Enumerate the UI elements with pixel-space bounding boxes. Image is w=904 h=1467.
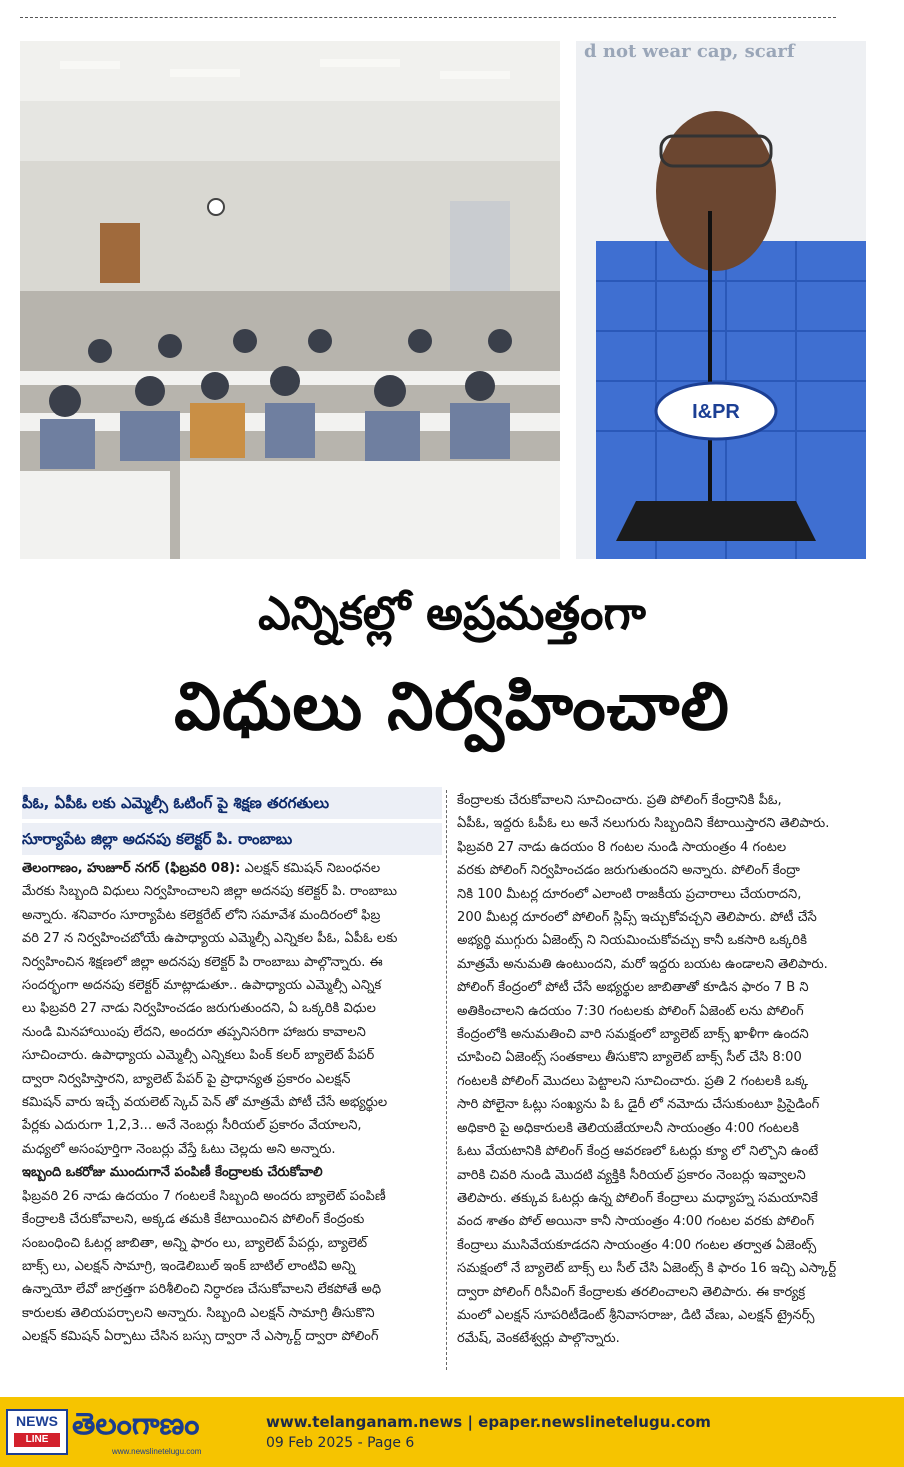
article-line: తెలిపారు. తక్కువ ఓటర్లు ఉన్న పోలింగ్ కేంద్రాలు మధ్యాహ్న సమయానికే xyxy=(457,1190,818,1206)
article-line: కేంద్రాలకి చేరుకోవాలని, అక్కడ తమకి కేటాయించిన పోలింగ్ కేంద్రంకు xyxy=(22,1212,365,1228)
footer-date-page: 09 Feb 2025 - Page 6 xyxy=(266,1435,415,1451)
article-line: సందర్భంగా అదనపు కలెక్టర్ మాట్లాడుతూ.. ఉపాధ్యాయ ఎమ్మెల్సీ ఎన్నిక xyxy=(22,978,382,994)
article-line: ఓటు వేయటానికి పోలింగ్ కేంద్ర ఆవరణలో ఓటర్లు క్యూ లో నిల్చొని ఉంటే xyxy=(457,1144,819,1160)
svg-text:d not wear cap, scarf: d not wear cap, scarf xyxy=(584,41,795,62)
subheading-collector: సూర్యాపేట జిల్లా అదనపు కలెక్టర్ పి. రాంబాబు xyxy=(22,823,442,855)
top-divider xyxy=(20,17,836,18)
article-line: నుండి మినహాయింపు లేదని, అందరూ తప్పనిసరిగా హాజరు కావాలని xyxy=(22,1024,366,1040)
newsline-logo-subtext: LINE xyxy=(14,1433,60,1447)
article-line: వంద శాతం పోల్ అయినా కానీ సాయంత్రం 4:00 గంటల వరకు పోలింగ్ xyxy=(457,1214,815,1230)
article-line: సూచించారు. ఉపాధ్యాయ ఎమ్మెల్సీ ఎన్నికలు పింక్ కలర్ బ్యాలెట్ పేపర్ xyxy=(22,1048,375,1064)
article-line: అధికారి పై అధికారులకి తెలియజేయాలనీ సాయంత్రం 4:00 గంటలకి xyxy=(457,1120,800,1136)
article-line: బాక్స్ లు, ఎలక్షన్ సామాగ్రి, ఇండెలిబుల్ ఇంక్ బాటిల్ లాంటివి అన్ని xyxy=(22,1258,356,1274)
article-line: నిర్వహించిన శిక్షణలో జిల్లా అదనపు కలెక్టర్ పి రాంబాబు పాల్గొన్నారు. ఈ xyxy=(22,954,383,970)
article-line: రమేష్, వెంకటేశ్వర్లు పాల్గొన్నారు. xyxy=(457,1331,620,1347)
article-line: ఏపీఓ, ఇద్దరు ఓపీఓ లు అనే నలుగురు సిబ్బందిని కేటాయిస్తారని తెలిపారు. xyxy=(457,816,830,832)
article-line: సారి పోలైనా ఓట్లు సంఖ్యను పి ఓ డైరీ లో నమోదు చేసుకుంటూ ప్రిసైడింగ్ xyxy=(457,1097,820,1113)
newsline-logo[interactable] xyxy=(6,1409,68,1455)
article-line: అభ్యర్థి ముగ్గురు ఏజెంట్స్ ని నియమించుకోవచ్చు కానీ ఒకసారి ఒక్కరికి xyxy=(457,933,807,949)
article-line: ఫిబ్రవరి 27 నాడు ఉదయం 8 గంటల నుండి సాయంత్రం 4 గంటల xyxy=(457,839,787,855)
article-left-column xyxy=(22,857,440,1349)
dateline: తెలంగాణం, హుజూర్ నగర్ (ఫిబ్రవరి 08): xyxy=(22,861,241,876)
article-right-column xyxy=(457,789,875,1351)
telanganam-logo-site: www.newslinetelugu.com xyxy=(112,1447,202,1456)
article-line: కమిషన్ వారు ఇచ్చే వయలెట్ స్కెచ్ పెన్ తో మాత్రమే పోటీ చేసే అభ్యర్థుల xyxy=(22,1095,388,1111)
article-line: ఫిబ్రవరి 26 నాడు ఉదయం 7 గంటలకే సిబ్బంది అందరు బ్యాలెట్ పంపిణీ xyxy=(22,1188,386,1204)
article-line: అతికించాలని ఉదయం 7:30 గంటలకు పోలింగ్ ఏజెంట్ లను పోలింగ్ xyxy=(457,1003,804,1019)
article-line: పేర్లకు ఎదురుగా 1,2,3... అనే నెంబర్లు సీరియల్ ప్రకారం వేయాలని, xyxy=(22,1118,362,1134)
article-line: సంబంధించి ఓటర్ల జాబితా, అన్ని ఫారం లు, బ్యాలెట్ పేపర్లు, బ్యాలెట్ xyxy=(22,1235,368,1251)
article-line: ఉన్నాయో లేవో జాగ్రత్తగా పరిశీలించి నిర్ధారణ చేసుకోవాలని లేకపోతే అధి xyxy=(22,1282,382,1298)
column-divider xyxy=(446,790,447,1370)
article-line: మంలో ఎలక్షన్ సూపరిటీడెంట్ శ్రీనివాసరాజు, డిటి వేణు, ఎలక్షన్ ట్రైనర్స్ xyxy=(457,1307,815,1323)
article-line: ద్వారా నిర్వహిస్తారని, బ్యాలెట్ పేపర్ పై ప్రాధాన్యత ప్రకారం ఎలక్షన్ xyxy=(22,1071,351,1087)
article-line: సమక్షంలో నే బ్యాలెట్ బాక్స్ లు సీల్ చేసి ఏజెంట్స్ కి ఫారం 16 ఇచ్చి ఎస్కార్ట్ xyxy=(457,1261,837,1277)
article-line: పోలింగ్ కేంద్రంలో పోటీ చేసే అభ్యర్థుల జాబితాతో కూడిన ఫారం 7 B ని xyxy=(457,980,809,996)
svg-text:I&PR: I&PR xyxy=(692,401,740,423)
article-line: వారికి చివరి నుండి మొదటి వ్యక్తికి సీరియల్ ప్రకారం నెంబర్లు ఇవ్వాలని xyxy=(457,1167,806,1183)
article-line: కేంద్రంలోకి అనుమతించి వారి సమక్షంలో బ్యాలెట్ బాక్స్ ఖాళీగా ఉందని xyxy=(457,1027,809,1043)
article-line: వరి 27 న నిర్వహించబోయే ఉపాధ్యాయ ఎమ్మెల్సీ ఎన్నికల పీఓ, ఏపీఓ లకు xyxy=(22,931,398,947)
training-classroom-photo xyxy=(20,41,560,559)
article-line: మాత్రమే అనుమతి ఉంటుందని, మరో ఇద్దరు బయట ఉండాలని తెలిపారు. xyxy=(457,956,828,972)
subheading-training: పీఓ, ఏపీఓ లకు ఎమ్మెల్సీ ఓటింగ్ పై శిక్షణ తరగతులు xyxy=(22,787,442,819)
telanganam-logo[interactable] xyxy=(72,1405,252,1459)
telanganam-logo-text: తెలంగాణం xyxy=(72,1407,200,1442)
section-subheading: ఇబ్బంది ఒకరోజు ముందుగానే పంపిణీ కేంద్రాలకు చేరుకోవాలి xyxy=(22,1165,323,1181)
speaker-photo xyxy=(576,41,866,559)
footer-bar xyxy=(0,1397,904,1467)
newsline-logo-text: NEWS xyxy=(16,1413,58,1429)
footer-website-links[interactable]: www.telanganam.news | epaper.newslinetelugu.com xyxy=(266,1413,711,1431)
article-line: కారులకు తెలియపర్చాలని అన్నారు. సిబ్బంది ఎలక్షన్ సామాగ్రి తీసుకొని xyxy=(22,1305,375,1321)
article-line: 200 మీటర్ల దూరంలో పోలింగ్ స్లిప్స్ ఇచ్చుకోవచ్చని తెలిపారు. పోటీ చేసే xyxy=(457,910,817,926)
article-line: నికి 100 మీటర్ల దూరంలో ఎలాంటి రాజకీయ ప్రచారాలు చేయరాదని, xyxy=(457,886,802,902)
article-line: అన్నారు. శనివారం సూర్యాపేట కలెక్టరేట్ లోని సమావేశ మందిరంలో ఫిబ్ర xyxy=(22,907,381,923)
article-line: మధ్యలో అసంపూర్తిగా నెంబర్లు వేస్తే ఓటు చెల్లదు అని అన్నారు. xyxy=(22,1141,336,1157)
article-line: లు ఫిబ్రవరి 27 నాడు నిర్వహించడం జరుగుతుందని, ఏ ఒక్కరికి విధుల xyxy=(22,1001,376,1017)
headline-line-2: విధులు నిర్వహించాలి xyxy=(174,668,730,745)
article-line: గంటలకి పోలింగ్ మొదలు పెట్టాలని సూచించారు. ప్రతి 2 గంటలకి ఒక్క xyxy=(457,1073,809,1089)
article-line: కేంద్రాలు ముసివేయకూడదని సాయంత్రం 4:00 గంటల తర్వాత ఏజెంట్స్ xyxy=(457,1237,817,1253)
article-line: వరకు పోలింగ్ నిర్వహించడం జరుగుతుందని అన్నారు. పోలింగ్ కేంద్రా xyxy=(457,863,800,879)
article-line: ద్వారా పోలింగ్ రిసీవింగ్ కేంద్రాలకు తరలించాలని తెలిపారు. ఈ కార్యక్ర xyxy=(457,1284,806,1300)
article-line: కేంద్రాలకు చేరుకోవాలని సూచించారు. ప్రతి పోలింగ్ కేంద్రానికి పీఓ, xyxy=(457,793,782,808)
headline-line-1: ఎన్నికల్లో అప్రమత్తంగా xyxy=(258,586,646,640)
article-line: మేరకు సిబ్బంది విధులు నిర్వహించాలని జిల్లా అదనపు కలెక్టర్ పి. రాంబాబు xyxy=(22,884,398,900)
article-line: తెలంగాణం, హుజూర్ నగర్ (ఫిబ్రవరి 08): ఎలక్షన్ కమిషన్ నిబంధనల xyxy=(22,861,381,876)
article-line: ఎలక్షన్ కమిషన్ ఏర్పాటు చేసిన బస్సు ద్వారా నే ఎస్కార్ట్ ద్వారా పోలింగ్ xyxy=(22,1329,379,1345)
article-line: చూపించి ఏజెంట్స్ సంతకాలు తీసుకొని బ్యాలెట్ బాక్స్ సీల్ చేసి 8:00 xyxy=(457,1050,802,1066)
